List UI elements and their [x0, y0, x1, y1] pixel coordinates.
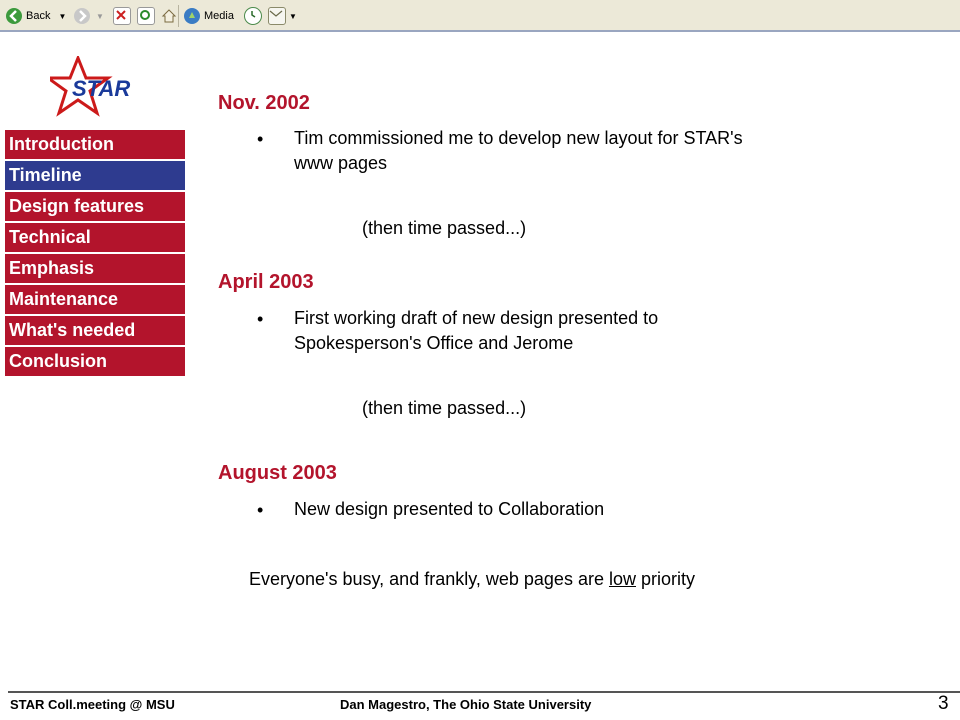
nav-item-design-features[interactable]: Design features [5, 192, 185, 221]
home-icon [161, 8, 177, 24]
nav-item-introduction[interactable]: Introduction [5, 130, 185, 159]
nav-item-conclusion[interactable]: Conclusion [5, 347, 185, 376]
refresh-icon [137, 7, 155, 25]
timeline-bullet-text: First working draft of new design presented to Spokesperson's Office and Jerome [294, 308, 659, 353]
forward-arrow-icon [74, 8, 90, 24]
refresh-button[interactable] [137, 6, 155, 26]
timeline-bullet-text: New design presented to Collaboration [294, 499, 605, 519]
home-button[interactable] [161, 6, 177, 26]
timeline-date-heading: Nov. 2002 [218, 92, 310, 114]
media-icon [184, 8, 200, 24]
stop-icon [113, 7, 131, 25]
bullet-marker: • [257, 309, 264, 329]
media-label: Media [204, 10, 234, 22]
footer-meeting-label: STAR Coll.meeting @ MSU [10, 697, 175, 712]
toolbar-separator [178, 5, 179, 27]
priority-note-before: Everyone's busy, and frankly, web pages are [249, 569, 609, 589]
nav-item-maintenance[interactable]: Maintenance [5, 285, 185, 314]
forward-button[interactable] [74, 6, 104, 26]
nav-item-timeline[interactable]: Timeline [5, 161, 185, 190]
nav-item-emphasis[interactable]: Emphasis [5, 254, 185, 283]
star-logo-text: STAR [72, 76, 131, 101]
media-button[interactable] [184, 6, 234, 26]
history-button[interactable] [244, 6, 262, 26]
back-button[interactable] [6, 6, 66, 26]
priority-note-after: priority [635, 569, 695, 589]
footer-author: Dan Magestro, The Ohio State University [340, 697, 592, 712]
page-number: 3 [938, 693, 949, 714]
browser-toolbar [0, 0, 960, 32]
bullet-marker: • [257, 129, 264, 149]
footer-divider [8, 691, 960, 693]
back-arrow-icon [6, 8, 22, 24]
back-dropdown-icon[interactable]: ▼ [58, 11, 67, 21]
mail-icon [268, 7, 286, 25]
star-logo [50, 56, 132, 118]
timeline-bullet-text: Tim commissioned me to develop new layout for STAR's www pages [294, 128, 743, 173]
nav-item-whats-needed[interactable]: What's needed [5, 316, 185, 345]
forward-dropdown-icon[interactable]: ▼ [96, 11, 104, 21]
history-icon [244, 7, 262, 25]
bullet-marker: • [257, 500, 264, 520]
timeline-date-heading: August 2003 [218, 462, 337, 484]
time-passed-text: (then time passed...) [362, 398, 527, 418]
nav-item-technical[interactable]: Technical [5, 223, 185, 252]
priority-note [249, 569, 695, 590]
mail-dropdown-icon[interactable]: ▼ [289, 11, 297, 21]
stop-button[interactable] [113, 6, 131, 26]
priority-note-underlined: low [608, 569, 636, 589]
timeline-date-heading: April 2003 [218, 271, 314, 293]
time-passed-text: (then time passed...) [362, 218, 527, 238]
mail-button[interactable] [268, 6, 297, 26]
back-label: Back [26, 10, 51, 22]
side-nav [5, 130, 185, 378]
